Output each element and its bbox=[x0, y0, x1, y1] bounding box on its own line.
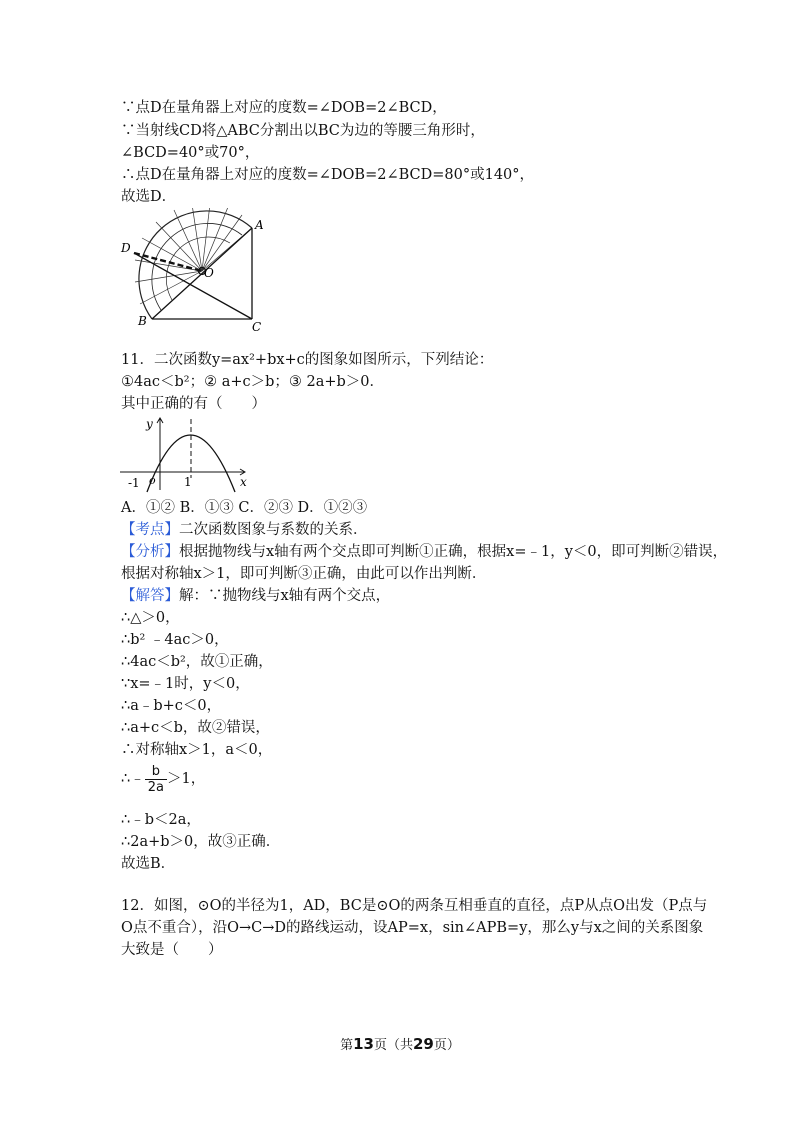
fraction-numerator: b bbox=[145, 764, 167, 780]
q12-line-3: 大致是（ ） bbox=[121, 942, 223, 958]
prev-line-5: 故选D． bbox=[121, 189, 177, 205]
q11-step-11: 故选B． bbox=[121, 856, 176, 872]
kaodian-text: 二次函数图象与系数的关系． bbox=[179, 522, 368, 538]
q11-conditions: ①4ac＜b²；② a+c＞b；③ 2a+b＞0． bbox=[121, 374, 385, 390]
prev-line-4: ∴点D在量角器上对应的度数=∠DOB=2∠BCD=80°或140°， bbox=[121, 167, 535, 183]
label-b: B bbox=[138, 314, 147, 328]
q11-step-8 bbox=[121, 762, 205, 796]
q11-step-3: ∴4ac＜b²，故①正确， bbox=[121, 654, 273, 670]
q11-step-2: ∴b² ﹣4ac＞0， bbox=[121, 632, 229, 648]
label-d: D bbox=[121, 241, 131, 255]
q11-fenxi bbox=[121, 542, 727, 562]
q11-step-5: ∴a﹣b+c＜0， bbox=[121, 698, 222, 714]
tick-1: 1 bbox=[184, 475, 192, 489]
q11-stem: 11．二次函数y=ax²+bx+c的图象如图所示，下列结论： bbox=[121, 352, 494, 368]
x-label: x bbox=[240, 475, 247, 489]
total-pages: 29 bbox=[413, 1035, 434, 1053]
tick-neg1: -1 bbox=[128, 476, 140, 490]
s8-suffix: ＞1， bbox=[166, 771, 206, 787]
label-o: O bbox=[204, 266, 214, 280]
q11-step-7: ∴对称轴x＞1，a＜0， bbox=[121, 742, 273, 758]
q11-options: A．①② B．①③ C．②③ D．①②③ bbox=[121, 500, 368, 516]
ray-cd bbox=[134, 253, 252, 319]
fraction-b-over-2a bbox=[145, 764, 167, 795]
q12-line-1: 12．如图，⊙O的半径为1，AD，BC是⊙O的两条互相垂直的直径，点P从点O出发（P点与 bbox=[121, 898, 708, 914]
prev-line-1: ∵点D在量角器上对应的度数=∠DOB=2∠BCD， bbox=[121, 100, 447, 116]
q11-step-1: ∴△＞0， bbox=[121, 610, 180, 626]
q11-jieda bbox=[121, 586, 390, 606]
prev-line-3: ∠BCD=40°或70°， bbox=[121, 145, 260, 161]
parabola-graph bbox=[118, 414, 253, 494]
label-c: C bbox=[252, 320, 262, 333]
q11-step-6: ∴a+c＜b，故②错误， bbox=[121, 720, 270, 736]
q11-kaodian bbox=[121, 520, 368, 540]
origin-label: o bbox=[149, 474, 156, 487]
q12-line-2: O点不重合），沿O→C→D的路线运动，设AP=x，sin∠APB=y，那么y与x之间的关系图象 bbox=[121, 920, 704, 936]
protractor-figure bbox=[118, 208, 268, 333]
q11-step-9: ∴﹣b＜2a， bbox=[121, 812, 201, 828]
page-number: 13 bbox=[353, 1035, 374, 1053]
kaodian-tag: 【考点】 bbox=[121, 522, 179, 538]
fenxi-text-1: 根据抛物线与x轴有两个交点即可判断①正确，根据x=﹣1，y＜0，即可判断②错误， bbox=[179, 544, 728, 560]
s8-prefix: ∴﹣ bbox=[121, 771, 145, 787]
prev-line-2: ∵当射线CD将△ABC分割出以BC为边的等腰三角形时， bbox=[121, 123, 485, 139]
q11-step-10: ∴2a+b＞0，故③正确． bbox=[121, 834, 281, 850]
fraction-denominator: 2a bbox=[147, 779, 164, 795]
jieda-tag: 【解答】 bbox=[121, 588, 179, 604]
page-footer: 第13页（共29页） bbox=[340, 1035, 460, 1053]
jieda-text: 解：∵抛物线与x轴有两个交点， bbox=[179, 588, 391, 604]
q11-ask: 其中正确的有（ ） bbox=[121, 396, 266, 412]
q11-fenxi-2: 根据对称轴x＞1，即可判断③正确，由此可以作出判断． bbox=[121, 566, 487, 582]
label-a: A bbox=[255, 218, 264, 232]
y-label: y bbox=[146, 417, 153, 431]
fenxi-tag: 【分析】 bbox=[121, 544, 179, 560]
q11-step-4: ∵x=﹣1时，y＜0， bbox=[121, 676, 250, 692]
